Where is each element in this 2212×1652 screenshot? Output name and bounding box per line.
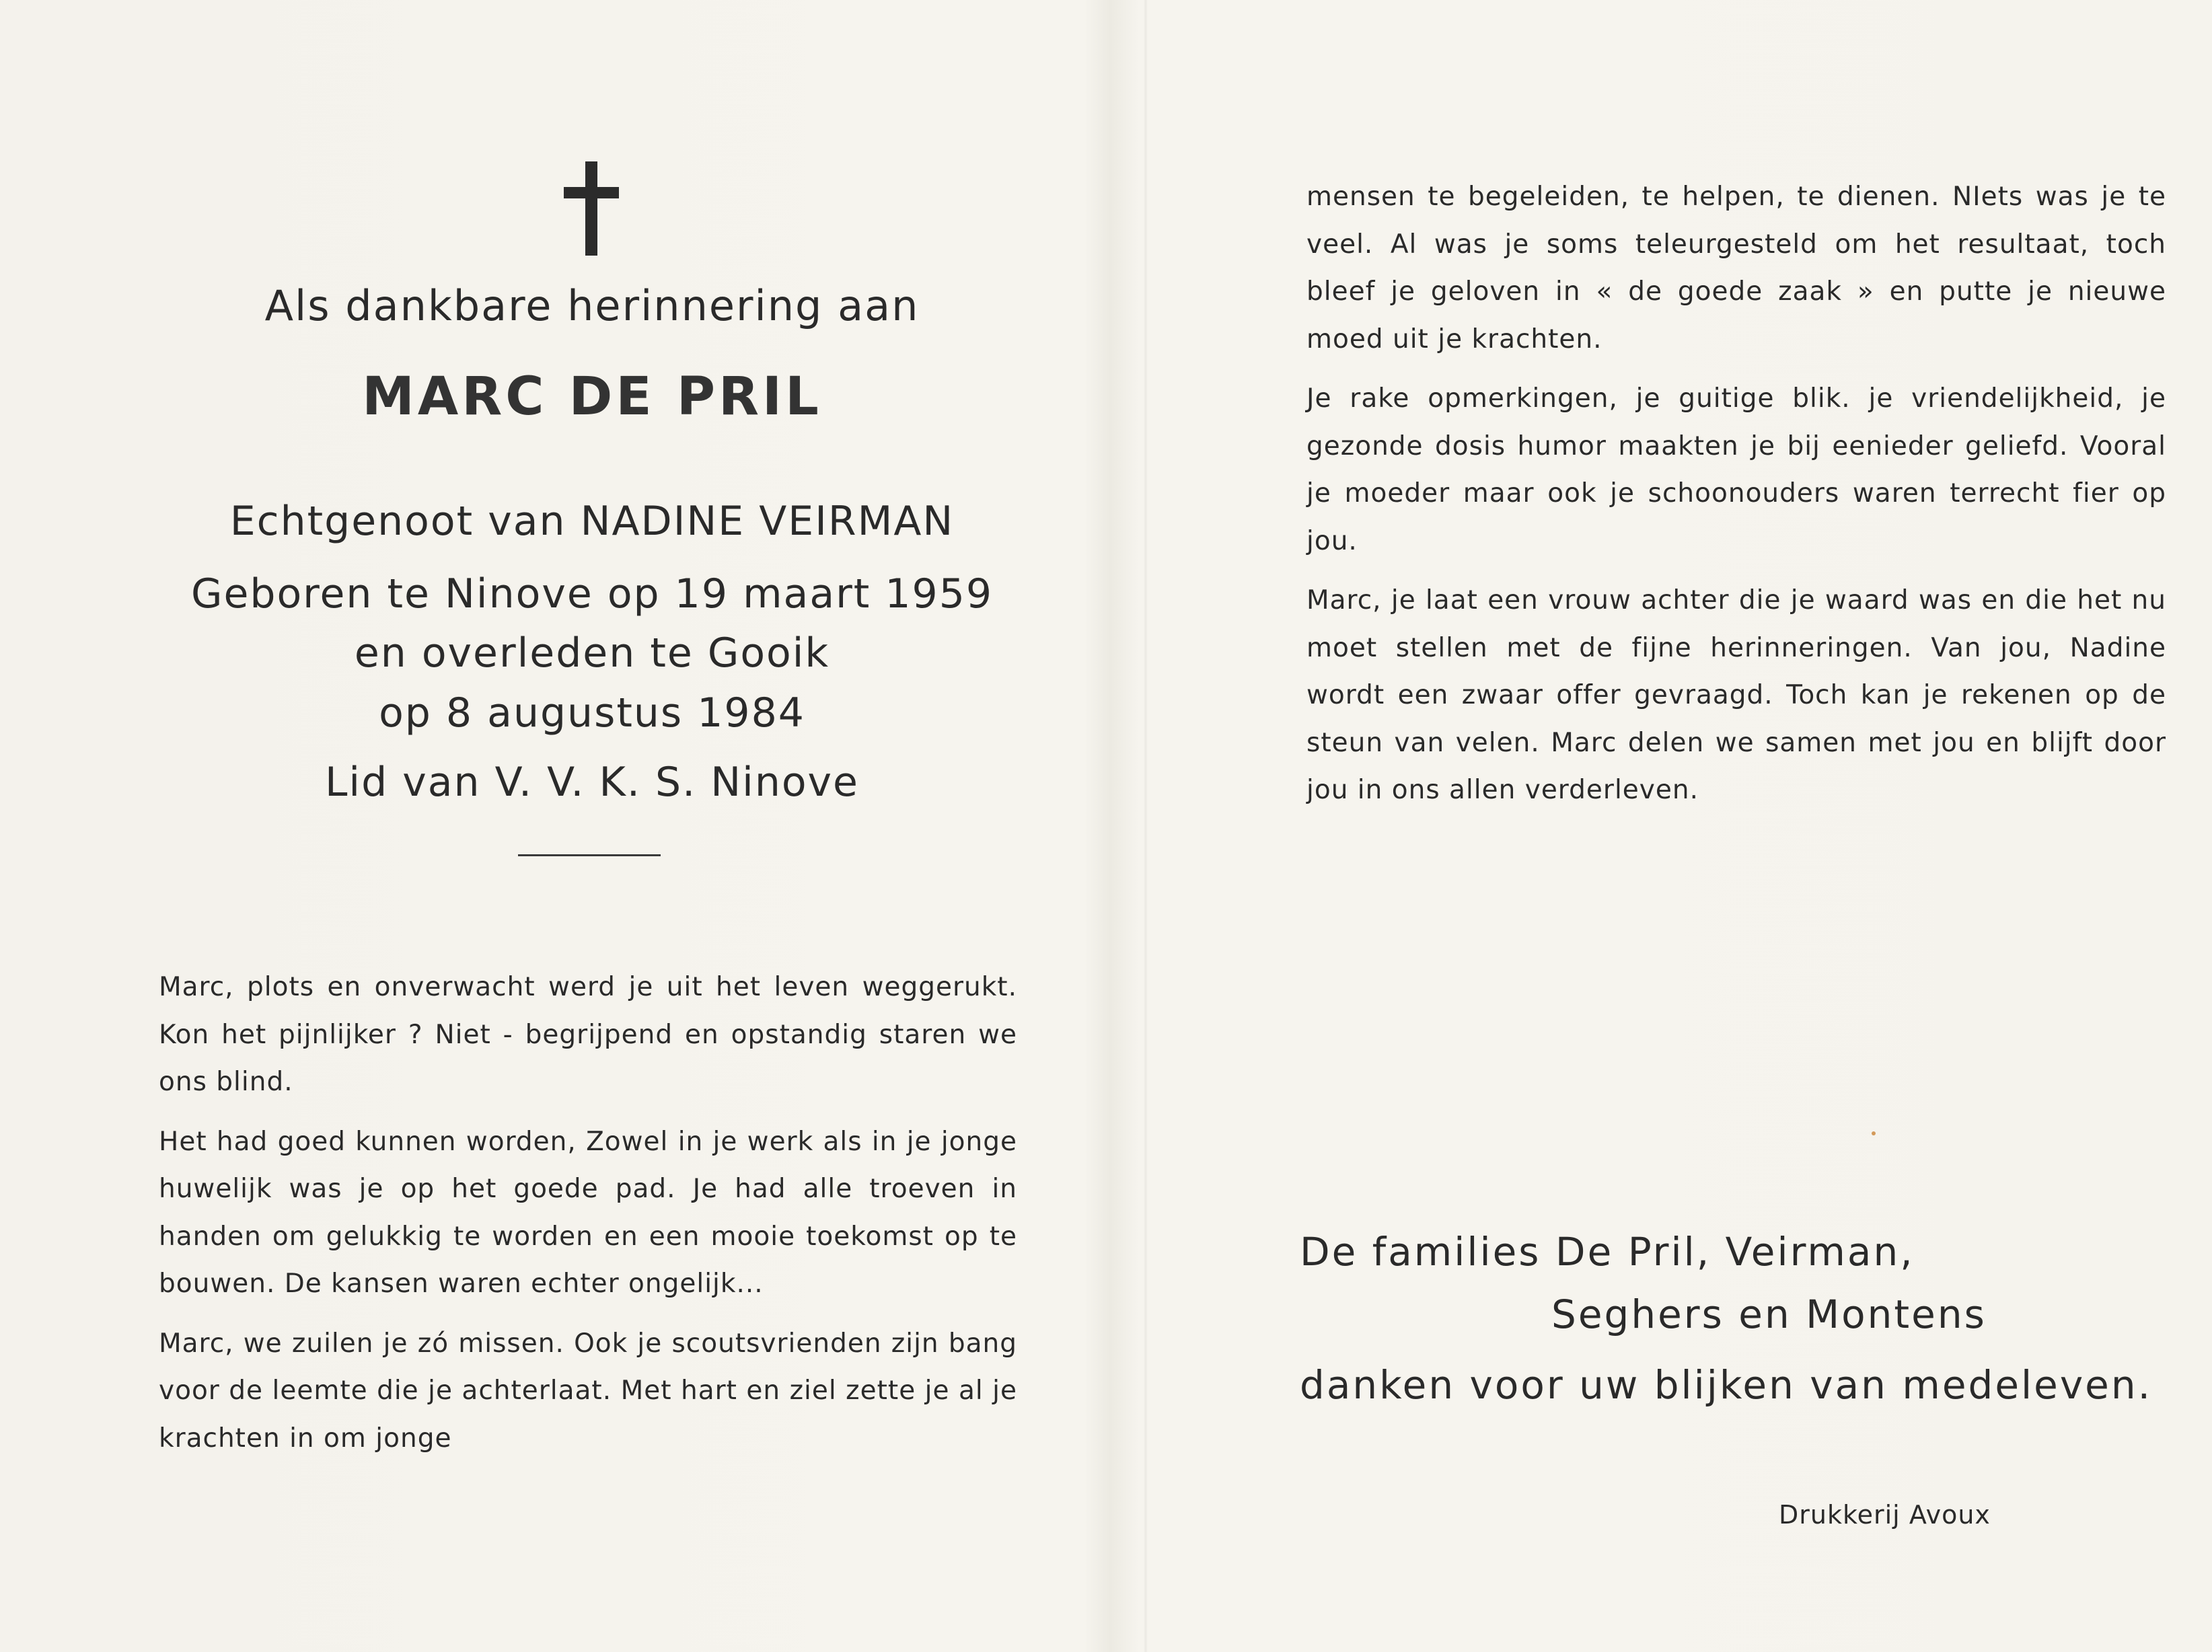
right-body-text bbox=[1306, 174, 2166, 827]
membership-line: Lid van V. V. K. S. Ninove bbox=[325, 759, 859, 806]
paragraph: Marc, plots en onverwacht werd je uit het leven weggerukt. Kon het pijnlijker ? Niet - begrijpend en opstandig staren we ons blind. bbox=[159, 972, 1017, 1097]
spouse-line: Echtgenoot van NADINE VEIRMAN bbox=[229, 498, 955, 545]
thanks-message: danken voor uw blijken van medeleven. bbox=[1300, 1362, 2153, 1408]
paragraph: Marc, je laat een vrouw achter die je waard was en die het nu moet stellen met de fijne herinneringen. Van jou, Nadine wordt een zwaar offer gevraagd. Toch kan je rekenen op de steun van velen. Marc delen we samen met jou en blijft door jou in ons allen verderleven. bbox=[1306, 585, 2166, 805]
paper-speck bbox=[1872, 1131, 1876, 1135]
cross-icon bbox=[564, 161, 618, 256]
death-place-line: en overleden te Gooik bbox=[354, 630, 830, 677]
divider bbox=[518, 854, 661, 856]
paragraph: Het had goed kunnen worden, Zowel in je werk als in je jonge huwelijk was je op het goede pad. Je had alle troeven in handen om gelukkig te worden en een mooie toekomst op te bouwen. De kansen waren echter ongelijk... bbox=[159, 1126, 1017, 1299]
thanks-families-line: De families De Pril, Veirman, bbox=[1300, 1229, 1915, 1275]
death-date-line: op 8 augustus 1984 bbox=[379, 689, 805, 737]
left-body-text bbox=[159, 964, 1017, 1474]
thanks-families-line-2: Seghers en Montens bbox=[1551, 1291, 1987, 1337]
intro-line: Als dankbare herinnering aan bbox=[264, 281, 920, 330]
deceased-name: MARC DE PRIL bbox=[362, 367, 822, 427]
birth-line: Geboren te Ninove op 19 maart 1959 bbox=[190, 570, 994, 617]
right-panel bbox=[1148, 0, 2212, 1652]
paragraph: mensen te begeleiden, te helpen, te dienen. NIets was je te veel. Al was je soms teleurgesteld om het resultaat, toch bleef je geloven in « de goede zaak » en putte je nieuwe moed uit je krachten. bbox=[1306, 182, 2166, 354]
printer-credit: Drukkerij Avoux bbox=[1779, 1500, 1991, 1530]
paragraph: Marc, we zuilen je zó missen. Ook je scoutsvrienden zijn bang voor de leemte die je achterlaat. Met hart en ziel zette je al je krachten in om jonge bbox=[159, 1328, 1017, 1454]
paragraph: Je rake opmerkingen, je guitige blik. je vriendelijkheid, je gezonde dosis humor maakten je bij eenieder geliefd. Vooral je moeder maar ook je schoonouders waren terrecht fier op jou. bbox=[1306, 383, 2166, 556]
